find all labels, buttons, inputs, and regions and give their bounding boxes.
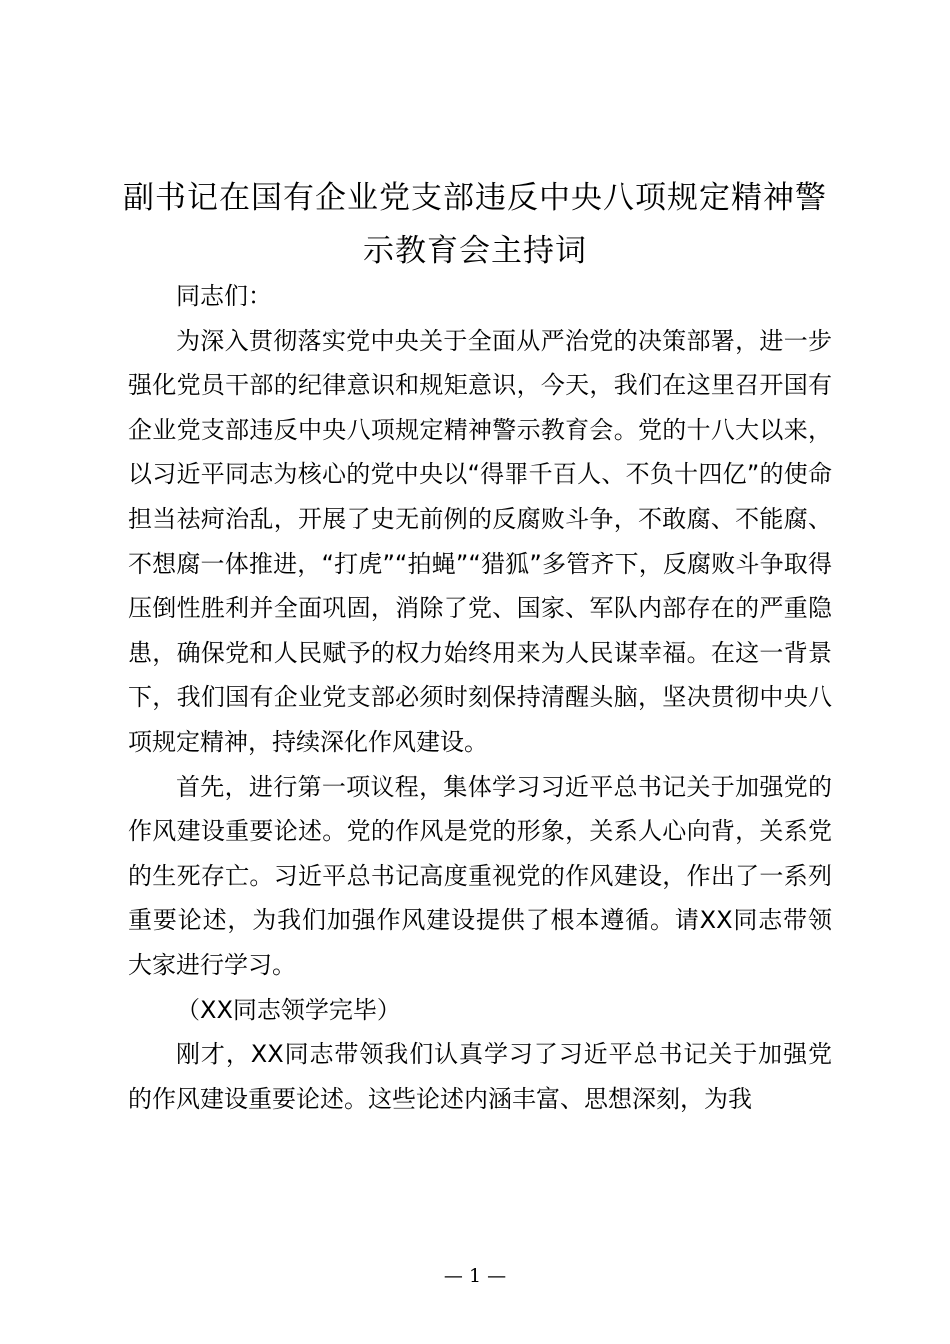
salutation: 同志们： <box>176 282 272 310</box>
paragraph-stage-note: （XX同志领学完毕） <box>176 995 401 1024</box>
paragraph-first-agenda: 首先，进行第一项议程，集体学习习近平总书记关于加强党的作风建设重要论述。党的作风是党的形象，关系人心向背，关系党的生死存亡。习近平总书记高度重视党的作风建设，作出了一系列重要论述，为我们加强作风建设提供了根本遵循。请XX同志带领大家进行学习。 <box>128 772 832 979</box>
page-number: — 1 — <box>443 1265 507 1287</box>
document-title: 副书记在国有企业党支部违反中央八项规定精神警示教育会主持词 <box>123 180 827 269</box>
document-body <box>128 274 832 1121</box>
paragraph-summary: 刚才，XX同志带领我们认真学习了习近平总书记关于加强党的作风建设重要论述。这些论述内涵丰富、思想深刻，为我 <box>128 1040 832 1113</box>
paragraph-introduction: 为深入贯彻落实党中央关于全面从严治党的决策部署，进一步强化党员干部的纪律意识和规矩意识，今天，我们在这里召开国有企业党支部违反中央八项规定精神警示教育会。党的十八大以来，以习近平同志为核心的党中央以“得罪千百人、不负十四亿”的使命担当祛疴治乱，开展了史无前例的反腐败斗争，不敢腐、不能腐、不想腐一体推进，“打虎”“拍蝇”“猎狐”多管齐下，反腐败斗争取得压倒性胜利并全面巩固，消除了党、国家、军队内部存在的严重隐患，确保党和人民赋予的权力始终用来为人民谋幸福。在这一背景下，我们国有企业党支部必须时刻保持清醒头脑，坚决贯彻中央八项规定精神，持续深化作风建设。 <box>128 326 832 756</box>
